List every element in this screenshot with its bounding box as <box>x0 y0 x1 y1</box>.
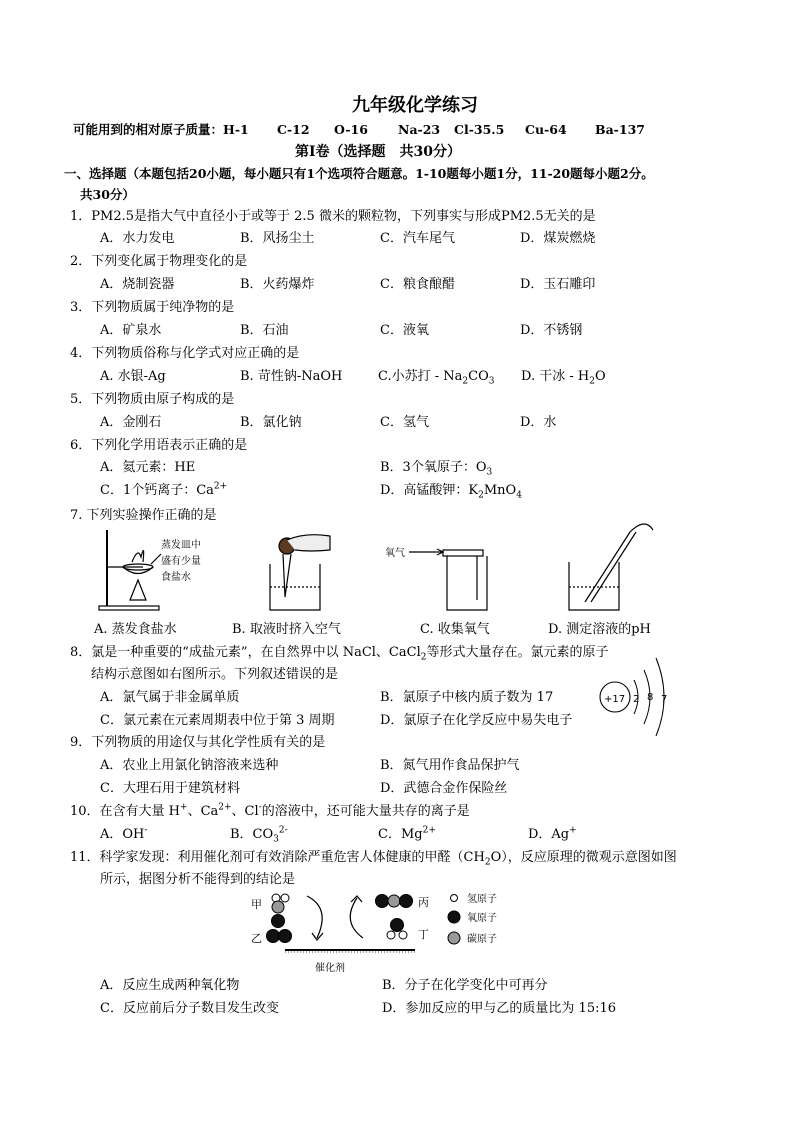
bing-c-atom <box>388 895 400 907</box>
q3-option-c: C．液氧 <box>380 323 429 338</box>
q7-option-d: D. 测定溶液的pH <box>548 622 651 637</box>
q10-option-a: A．OH- <box>100 825 148 842</box>
q3-stem: 3．下列物质属于纯净物的是 <box>70 300 235 315</box>
q6-option-b: B．3个氧原子：$O_3$ <box>380 460 493 478</box>
bing-o-atom-1 <box>376 895 389 908</box>
q5-option-b: B．氯化钠 <box>240 415 302 430</box>
q2-option-b: B．火药爆炸 <box>240 277 315 292</box>
mass-cu: Cu-64 <box>525 122 567 137</box>
q10-option-c: C．$Mg^{2+}$ <box>378 825 436 842</box>
chlorine-atom-diagram <box>594 650 684 750</box>
shell-1-electrons: 2 <box>633 694 640 705</box>
jia-o-atom <box>272 915 285 928</box>
q6-stem: 6．下列化学用语表示正确的是 <box>70 438 248 453</box>
arrow-down-icon <box>307 896 322 938</box>
q5-option-d: D．水 <box>520 415 557 430</box>
q4-option-d: D. 干冰 - $H_2O$ <box>521 369 606 387</box>
q7-option-b: B. 取液时挤入空气 <box>232 622 341 637</box>
fig-a-label-2: 盛有少量 <box>161 556 201 567</box>
legend-c: 碳原子 <box>467 934 497 945</box>
mass-na: Na-23 <box>398 122 441 137</box>
q4-option-b: B. 苛性钠-NaOH <box>240 369 343 384</box>
ding-h-atom-2 <box>399 931 407 939</box>
q8-stem-line2: 结构示意图如右图所示。下列叙述错误的是 <box>91 667 339 682</box>
q10-stem: 10．在含有大量 H+、$Ca^{2+}$、Cl-的溶液中，还可能大量共存的离子是 <box>70 802 470 819</box>
q1-option-a: A．水力发电 <box>100 231 175 246</box>
jia-c-atom <box>272 901 284 913</box>
q7-option-a: A. 蒸发食盐水 <box>94 622 177 637</box>
ding-h-atom-1 <box>387 931 395 939</box>
q9-option-b: B．氮气用作食品保护气 <box>380 758 520 773</box>
fig-a-label-3: 食盐水 <box>161 572 191 583</box>
q6-option-c: C．1个钙离子：$Ca^{2+}$ <box>100 481 228 498</box>
q10-option-b: B．$CO_3^{2-}$ <box>230 825 288 845</box>
q8-option-c: C．氯元素在元素周期表中位于第 3 周期 <box>100 713 335 728</box>
q8-option-d: D．氯原子在化学反应中易失电子 <box>380 713 573 728</box>
q6-option-a: A．氦元素：HE <box>100 460 196 475</box>
atomic-masses-label: 可能用到的相对原子质量： <box>73 122 224 137</box>
q9-option-c: C．大理石用于建筑材料 <box>100 781 240 796</box>
q7-stem: 7. 下列实验操作正确的是 <box>70 508 217 523</box>
q8-stem-line1: 8．氯是一种重要的“成盐元素”，在自然界中以 NaCl、CaCl$_2$等形式大量存在。氯元素的原子 <box>70 645 609 663</box>
q5-option-a: A．金刚石 <box>100 415 162 430</box>
section-header-line1: 一、选择题（本题包括20小题，每小题只有1个选项符合题意。1-10题每小题1分，11-20题每小题2分。 <box>64 166 654 181</box>
label-jia: 甲 <box>251 898 262 911</box>
catalyst-label: 催化剂 <box>315 963 345 974</box>
jia-h-atom-2 <box>281 894 289 902</box>
nucleus-charge: +17 <box>604 694 626 705</box>
mass-c: C-12 <box>277 122 310 137</box>
legend-h-icon <box>451 895 458 902</box>
q7-figures <box>85 522 685 622</box>
fig-c-label: 氧气 <box>385 548 405 559</box>
q11-option-d: D．参加反应的甲与乙的质量比为 15:16 <box>382 1001 617 1016</box>
label-ding: 丁 <box>418 928 429 941</box>
shell-2-electrons: 8 <box>647 692 654 703</box>
q11-stem-line1: 11．科学家发现：利用催化剂可有效消除严重危害人体健康的甲醛$(CH_2O)$，反应原理的微观示意图如图 <box>70 850 677 868</box>
section-header-line2: 共30分） <box>80 187 135 202</box>
label-bing: 丙 <box>418 896 429 909</box>
q11-option-b: B．分子在化学变化中可再分 <box>382 978 548 993</box>
q4-option-a: A. 水银-Ag <box>100 369 166 384</box>
q4-stem: 4．下列物质俗称与化学式对应正确的是 <box>70 346 300 361</box>
q8-option-a: A．氯气属于非金属单质 <box>100 690 240 705</box>
fig-d-ph-test <box>569 524 653 610</box>
legend-h: 氢原子 <box>467 894 497 905</box>
fig-a-evaporation <box>99 530 161 610</box>
fig-b-dropper <box>270 535 330 610</box>
q11-option-c: C．反应前后分子数目发生改变 <box>100 1001 279 1016</box>
q2-option-a: A．烧制瓷器 <box>100 277 175 292</box>
fig-c-gas-bottle <box>409 549 487 610</box>
label-yi: 乙 <box>251 932 262 945</box>
arrow-up-icon <box>350 898 363 938</box>
yi-o-atom-2 <box>279 930 292 943</box>
q2-option-d: D．玉石雕印 <box>520 277 596 292</box>
q3-option-b: B．石油 <box>240 323 289 338</box>
mass-h: H-1 <box>223 122 249 137</box>
q2-stem: 2．下列变化属于物理变化的是 <box>70 254 248 269</box>
yi-o-atom-1 <box>267 930 280 943</box>
q1-option-b: B．风扬尘土 <box>240 231 315 246</box>
q5-stem: 5．下列物质由原子构成的是 <box>70 392 235 407</box>
part-title: 第Ⅰ卷（选择题 共30分） <box>295 144 462 160</box>
q7-option-c: C. 收集氧气 <box>420 622 490 637</box>
q2-option-c: C．粮食酿醋 <box>380 277 455 292</box>
q8-option-b: B．氯原子中核内质子数为 17 <box>380 690 554 705</box>
mass-ba: Ba-137 <box>595 122 645 137</box>
shell-3-electrons: 7 <box>661 694 668 705</box>
q3-option-a: A．矿泉水 <box>100 323 162 338</box>
mass-cl: Cl-35.5 <box>454 122 505 137</box>
fig-a-label-1: 蒸发皿中 <box>161 540 201 551</box>
q9-stem: 9．下列物质的用途仅与其化学性质有关的是 <box>70 735 326 750</box>
bing-o-atom-2 <box>400 895 413 908</box>
q1-option-d: D．煤炭燃烧 <box>520 231 596 246</box>
q11-reaction-diagram <box>245 886 535 978</box>
page-title: 九年级化学练习 <box>352 95 478 116</box>
mass-o: O-16 <box>334 122 368 137</box>
q4-option-c: C.小苏打 - $Na_2CO_3$ <box>378 369 495 387</box>
q11-stem-line2: 所示，据图分析不能得到的结论是 <box>100 872 296 887</box>
ding-o-atom <box>391 919 404 932</box>
atomic-masses <box>73 121 645 139</box>
legend-c-icon <box>448 932 460 944</box>
q6-option-d: D．高锰酸钾：$K_2MnO_4$ <box>380 483 522 501</box>
q10-option-d: D．Ag+ <box>528 825 577 842</box>
q3-option-d: D．不锈钢 <box>520 323 583 338</box>
q5-option-c: C．氢气 <box>380 415 429 430</box>
q9-option-d: D．武德合金作保险丝 <box>380 781 508 796</box>
q1-option-c: C．汽车尾气 <box>380 231 455 246</box>
q9-option-a: A．农业上用氯化钠溶液来选种 <box>100 758 279 773</box>
q1-stem: 1．PM2.5是指大气中直径小于或等于 2.5 微米的颗粒物，下列事实与形成PM2.5无关的是 <box>70 209 596 224</box>
q11-option-a: A．反应生成两种氧化物 <box>100 978 240 993</box>
legend-o: 氧原子 <box>467 913 497 924</box>
legend-o-icon <box>448 911 460 923</box>
